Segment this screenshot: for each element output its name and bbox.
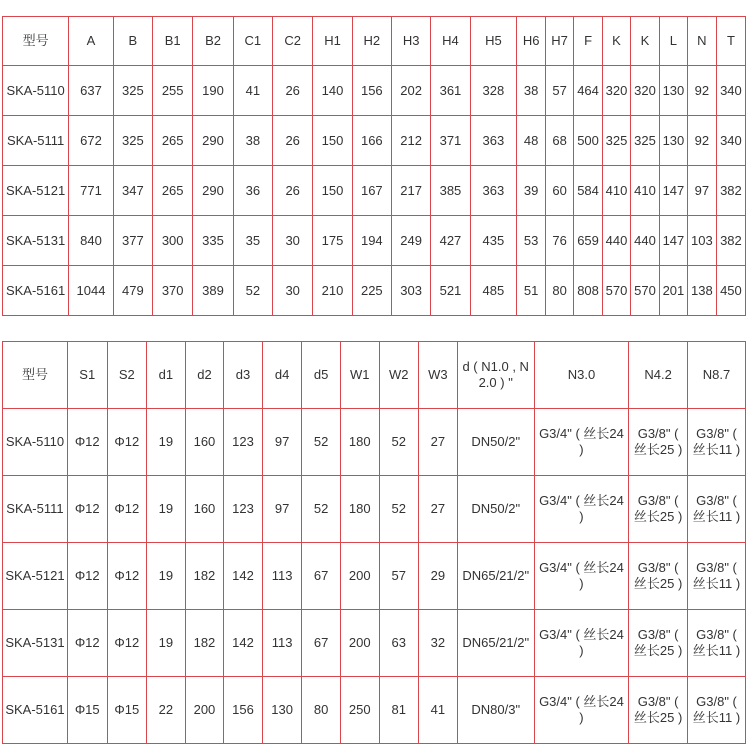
value-cell: 19 <box>147 476 186 543</box>
header-cell: N3.0 <box>534 342 628 409</box>
value-cell: 76 <box>546 216 574 266</box>
value-cell: 29 <box>419 543 458 610</box>
value-cell: G3/8" ( 丝长25 ) <box>629 677 688 744</box>
value-cell: 1044 <box>69 266 113 316</box>
header-cell: K <box>630 17 659 66</box>
value-cell: 435 <box>470 216 517 266</box>
value-cell: 19 <box>147 543 186 610</box>
value-cell: 68 <box>546 116 574 166</box>
value-cell: 36 <box>233 166 272 216</box>
value-cell: G3/4" ( 丝长24 ) <box>534 610 628 677</box>
value-cell: 210 <box>313 266 352 316</box>
value-cell: 200 <box>340 543 379 610</box>
header-cell: H6 <box>517 17 546 66</box>
header-cell: W1 <box>340 342 379 409</box>
header-cell: W2 <box>379 342 419 409</box>
value-cell: 57 <box>546 66 574 116</box>
model-cell: SKA-5121 <box>3 166 69 216</box>
value-cell: 570 <box>603 266 631 316</box>
value-cell: Φ12 <box>67 543 107 610</box>
table-row <box>3 543 746 610</box>
model-cell: SKA-5131 <box>3 610 68 677</box>
value-cell: 180 <box>340 476 379 543</box>
value-cell: 180 <box>340 409 379 476</box>
value-cell: 202 <box>391 66 430 116</box>
value-cell: 81 <box>379 677 419 744</box>
value-cell: 51 <box>517 266 546 316</box>
value-cell: 410 <box>603 166 631 216</box>
header-cell: W3 <box>419 342 458 409</box>
value-cell: 250 <box>340 677 379 744</box>
value-cell: 97 <box>687 166 716 216</box>
value-cell: 160 <box>185 409 224 476</box>
value-cell: G3/4" ( 丝长24 ) <box>534 543 628 610</box>
value-cell: 377 <box>113 216 152 266</box>
model-cell: SKA-5111 <box>3 476 68 543</box>
header-cell: d4 <box>262 342 302 409</box>
value-cell: Φ12 <box>67 476 107 543</box>
value-cell: 167 <box>352 166 391 216</box>
value-cell: 485 <box>470 266 517 316</box>
value-cell: 637 <box>69 66 113 116</box>
value-cell: 27 <box>419 409 458 476</box>
value-cell: 325 <box>630 116 659 166</box>
value-cell: 19 <box>147 610 186 677</box>
value-cell: 340 <box>716 116 745 166</box>
value-cell: 130 <box>659 116 687 166</box>
value-cell: 340 <box>716 66 745 116</box>
header-cell: d ( N1.0 , N2.0 ) " <box>457 342 534 409</box>
header-cell: B <box>113 17 152 66</box>
value-cell: 325 <box>113 66 152 116</box>
value-cell: 41 <box>233 66 272 116</box>
header-cell: H7 <box>546 17 574 66</box>
value-cell: Φ12 <box>107 543 147 610</box>
value-cell: DN50/2" <box>457 476 534 543</box>
value-cell: 35 <box>233 216 272 266</box>
value-cell: 410 <box>630 166 659 216</box>
value-cell: 60 <box>546 166 574 216</box>
value-cell: G3/8" ( 丝长11 ) <box>688 610 746 677</box>
value-cell: 52 <box>379 409 419 476</box>
value-cell: 361 <box>431 66 470 116</box>
header-row <box>3 17 746 66</box>
value-cell: 67 <box>302 610 341 677</box>
value-cell: 265 <box>153 116 193 166</box>
model-cell: SKA-5131 <box>3 216 69 266</box>
value-cell: 371 <box>431 116 470 166</box>
value-cell: G3/8" ( 丝长11 ) <box>688 677 746 744</box>
value-cell: 48 <box>517 116 546 166</box>
value-cell: DN80/3" <box>457 677 534 744</box>
table-row <box>3 166 746 216</box>
value-cell: 142 <box>224 610 263 677</box>
value-cell: Φ15 <box>67 677 107 744</box>
value-cell: 92 <box>687 116 716 166</box>
value-cell: 30 <box>273 216 313 266</box>
value-cell: 52 <box>302 409 341 476</box>
value-cell: 30 <box>273 266 313 316</box>
value-cell: 113 <box>262 543 302 610</box>
header-cell: B1 <box>153 17 193 66</box>
value-cell: G3/8" ( 丝长25 ) <box>629 409 688 476</box>
model-cell: SKA-5161 <box>3 266 69 316</box>
value-cell: 363 <box>470 116 517 166</box>
value-cell: 385 <box>431 166 470 216</box>
value-cell: 32 <box>419 610 458 677</box>
table-row <box>3 476 746 543</box>
header-cell-model: 型号 <box>3 342 68 409</box>
value-cell: 97 <box>262 409 302 476</box>
model-cell: SKA-5110 <box>3 66 69 116</box>
header-cell: L <box>659 17 687 66</box>
value-cell: 427 <box>431 216 470 266</box>
value-cell: 19 <box>147 409 186 476</box>
value-cell: 26 <box>273 66 313 116</box>
value-cell: 464 <box>574 66 603 116</box>
spec-table-connections <box>2 341 746 744</box>
header-cell: S1 <box>67 342 107 409</box>
value-cell: 130 <box>659 66 687 116</box>
value-cell: Φ12 <box>107 476 147 543</box>
header-cell: N <box>687 17 716 66</box>
value-cell: 672 <box>69 116 113 166</box>
value-cell: 26 <box>273 166 313 216</box>
value-cell: 113 <box>262 610 302 677</box>
table-row <box>3 216 746 266</box>
header-cell: A <box>69 17 113 66</box>
value-cell: 303 <box>391 266 430 316</box>
header-cell: d3 <box>224 342 263 409</box>
value-cell: 212 <box>391 116 430 166</box>
value-cell: G3/8" ( 丝长11 ) <box>688 409 746 476</box>
value-cell: 570 <box>630 266 659 316</box>
value-cell: 123 <box>224 476 263 543</box>
value-cell: 440 <box>603 216 631 266</box>
value-cell: 500 <box>574 116 603 166</box>
value-cell: 335 <box>193 216 233 266</box>
value-cell: 80 <box>546 266 574 316</box>
model-cell: SKA-5161 <box>3 677 68 744</box>
value-cell: 26 <box>273 116 313 166</box>
value-cell: 382 <box>716 216 745 266</box>
header-cell: d2 <box>185 342 224 409</box>
value-cell: 123 <box>224 409 263 476</box>
value-cell: 521 <box>431 266 470 316</box>
table-row <box>3 409 746 476</box>
value-cell: 290 <box>193 166 233 216</box>
value-cell: 325 <box>603 116 631 166</box>
value-cell: 370 <box>153 266 193 316</box>
value-cell: 92 <box>687 66 716 116</box>
value-cell: 584 <box>574 166 603 216</box>
header-cell: H5 <box>470 17 517 66</box>
model-cell: SKA-5111 <box>3 116 69 166</box>
value-cell: Φ12 <box>107 409 147 476</box>
value-cell: 175 <box>313 216 352 266</box>
header-cell: T <box>716 17 745 66</box>
value-cell: Φ12 <box>67 610 107 677</box>
header-cell: d1 <box>147 342 186 409</box>
value-cell: 659 <box>574 216 603 266</box>
value-cell: 840 <box>69 216 113 266</box>
value-cell: 200 <box>340 610 379 677</box>
value-cell: 38 <box>517 66 546 116</box>
header-cell: N4.2 <box>629 342 688 409</box>
value-cell: 67 <box>302 543 341 610</box>
value-cell: 41 <box>419 677 458 744</box>
value-cell: 217 <box>391 166 430 216</box>
header-cell: d5 <box>302 342 341 409</box>
value-cell: 22 <box>147 677 186 744</box>
value-cell: 138 <box>687 266 716 316</box>
value-cell: 265 <box>153 166 193 216</box>
value-cell: 182 <box>185 543 224 610</box>
value-cell: Φ15 <box>107 677 147 744</box>
value-cell: 97 <box>262 476 302 543</box>
value-cell: 201 <box>659 266 687 316</box>
value-cell: 39 <box>517 166 546 216</box>
value-cell: 249 <box>391 216 430 266</box>
header-cell-model: 型号 <box>3 17 69 66</box>
header-cell: C1 <box>233 17 272 66</box>
value-cell: 300 <box>153 216 193 266</box>
value-cell: DN65/21/2" <box>457 610 534 677</box>
value-cell: 140 <box>313 66 352 116</box>
value-cell: 80 <box>302 677 341 744</box>
value-cell: 142 <box>224 543 263 610</box>
header-cell: B2 <box>193 17 233 66</box>
model-cell: SKA-5110 <box>3 409 68 476</box>
value-cell: 290 <box>193 116 233 166</box>
value-cell: 771 <box>69 166 113 216</box>
value-cell: G3/8" ( 丝长25 ) <box>629 610 688 677</box>
value-cell: 194 <box>352 216 391 266</box>
value-cell: Φ12 <box>107 610 147 677</box>
value-cell: 156 <box>224 677 263 744</box>
table-row <box>3 610 746 677</box>
value-cell: G3/8" ( 丝长11 ) <box>688 543 746 610</box>
header-cell: N8.7 <box>688 342 746 409</box>
header-cell: H1 <box>313 17 352 66</box>
value-cell: 63 <box>379 610 419 677</box>
value-cell: G3/4" ( 丝长24 ) <box>534 409 628 476</box>
header-cell: H4 <box>431 17 470 66</box>
value-cell: G3/8" ( 丝长25 ) <box>629 476 688 543</box>
value-cell: 440 <box>630 216 659 266</box>
value-cell: G3/8" ( 丝长25 ) <box>629 543 688 610</box>
value-cell: 182 <box>185 610 224 677</box>
table-row <box>3 66 746 116</box>
value-cell: 52 <box>379 476 419 543</box>
value-cell: 103 <box>687 216 716 266</box>
value-cell: G3/4" ( 丝长24 ) <box>534 677 628 744</box>
value-cell: 27 <box>419 476 458 543</box>
value-cell: Φ12 <box>67 409 107 476</box>
value-cell: 363 <box>470 166 517 216</box>
value-cell: 320 <box>603 66 631 116</box>
value-cell: 325 <box>113 116 152 166</box>
header-cell: H3 <box>391 17 430 66</box>
value-cell: 200 <box>185 677 224 744</box>
value-cell: 53 <box>517 216 546 266</box>
value-cell: 479 <box>113 266 152 316</box>
value-cell: 130 <box>262 677 302 744</box>
value-cell: 328 <box>470 66 517 116</box>
header-row <box>3 342 746 409</box>
value-cell: 160 <box>185 476 224 543</box>
value-cell: G3/4" ( 丝长24 ) <box>534 476 628 543</box>
value-cell: 320 <box>630 66 659 116</box>
table-row <box>3 266 746 316</box>
table-row <box>3 116 746 166</box>
value-cell: 347 <box>113 166 152 216</box>
value-cell: 225 <box>352 266 391 316</box>
value-cell: 150 <box>313 166 352 216</box>
header-cell: K <box>603 17 631 66</box>
value-cell: 382 <box>716 166 745 216</box>
value-cell: 156 <box>352 66 391 116</box>
value-cell: 147 <box>659 166 687 216</box>
spec-table-dimensions <box>2 16 746 316</box>
value-cell: 166 <box>352 116 391 166</box>
value-cell: DN65/21/2" <box>457 543 534 610</box>
model-cell: SKA-5121 <box>3 543 68 610</box>
value-cell: 38 <box>233 116 272 166</box>
value-cell: 190 <box>193 66 233 116</box>
value-cell: 147 <box>659 216 687 266</box>
value-cell: DN50/2" <box>457 409 534 476</box>
header-cell: S2 <box>107 342 147 409</box>
value-cell: 450 <box>716 266 745 316</box>
value-cell: 389 <box>193 266 233 316</box>
value-cell: 255 <box>153 66 193 116</box>
value-cell: 52 <box>233 266 272 316</box>
header-cell: H2 <box>352 17 391 66</box>
value-cell: 57 <box>379 543 419 610</box>
value-cell: 150 <box>313 116 352 166</box>
header-cell: C2 <box>273 17 313 66</box>
value-cell: G3/8" ( 丝长11 ) <box>688 476 746 543</box>
header-cell: F <box>574 17 603 66</box>
table-row <box>3 677 746 744</box>
value-cell: 808 <box>574 266 603 316</box>
value-cell: 52 <box>302 476 341 543</box>
